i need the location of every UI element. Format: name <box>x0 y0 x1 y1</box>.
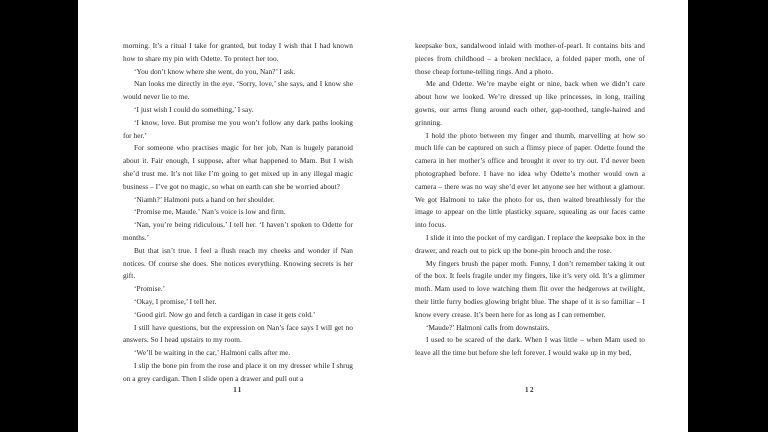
left-page-number: 11 <box>233 386 243 394</box>
paragraph: But that isn’t true. I feel a flush reach my cheeks and wonder if Nan notices. Of course she does. She notices everything. Knowing secrets is her gift. <box>123 245 353 281</box>
right-page-number: 12 <box>525 386 535 394</box>
left-page-text <box>123 40 353 386</box>
paragraph: I slip the bone pin from the rose and place it on my dresser while I shrug on a grey cardigan. Then I slide open a drawer and pull out a <box>123 360 353 383</box>
paragraph: My fingers brush the paper moth. Funny, I don’t remember taking it out of the box. It feels fragile under my fingers, like it’s very old. It’s a glimmer moth. Mam used to love watching them flit over the hedgerows at twilight, their little furry bodies glowing bright blue. The shape of it is so familiar – I know every crease. It’s been here for as long as I can remember. <box>415 258 645 319</box>
paragraph: ‘Promise.’ <box>134 284 166 294</box>
paragraph: I slide it into the pocket of my cardigan. I replace the keepsake box in the drawer, and reach out to pick up the bone-pin brooch and the rose. <box>415 232 645 255</box>
paragraph: ‘You don’t know where she went, do you, Nan?’ I ask. <box>134 66 296 76</box>
paragraph: I still have questions, but the expression on Nan’s face says I will get no answers. So I head upstairs to my room. <box>123 322 353 345</box>
right-page-text <box>415 40 645 360</box>
paragraph: ‘Maude?’ Halmoni calls from downstairs. <box>426 322 550 332</box>
paragraph: For someone who practises magic for her job, Nan is hugely paranoid about it. Fair enough, I suppose, after what happened to Mam. But I wish she’d trust me. It’s not like I’m going to get mixed up in any illegal magic business – I’ve got no magic, so what on earth can she be worried about? <box>123 143 353 191</box>
paragraph: ‘Promise me, Maude.’ Nan’s voice is low and firm. <box>134 207 286 217</box>
paragraph: I used to be scared of the dark. When I was little – when Mam used to leave all the time but before she left forever. I would wake up in my bed, <box>415 335 645 358</box>
paragraph: ‘Good girl. Now go and fetch a cardigan in case it gets cold.’ <box>134 309 316 319</box>
paragraph: ‘We’ll be waiting in the car,’ Halmoni calls after me. <box>134 348 291 358</box>
book-spread <box>78 0 688 432</box>
paragraph: I hold the photo between my finger and thumb, marvelling at how so much life can be captured on such a flimsy piece of paper. Odette found the camera in her mother’s office and brought it over to try out. I’d never been photographed before. I have no idea why Odette’s mother would own a camera – there was no way she’d ever let anyone see her without a glamour. We got Halmoni to take the photo for us, then waited breathlessly for the image to appear on the little plasticky square, squealing as our faces came into focus. <box>415 130 645 230</box>
paragraph: morning. It’s a ritual I take for granted, but today I wish that I had known how to share my pin with Odette. To protect her too. <box>123 41 353 63</box>
paragraph: ‘I know, love. But promise me you won’t follow any dark paths looking for her.’ <box>123 117 353 140</box>
paragraph: ‘I just wish I could do something,’ I say. <box>134 104 254 114</box>
paragraph: ‘Niamh?’ Halmoni puts a hand on her shoulder. <box>134 194 275 204</box>
paragraph: ‘Nan, you’re being ridiculous,’ I tell her. ‘I haven’t spoken to Odette for months.’ <box>123 220 353 242</box>
paragraph: keepsake box, sandalwood inlaid with mother-of-pearl. It contains bits and pieces from childhood – a broken necklace, a folded paper moth, one of those cheap fortune-telling rings. And a photo. <box>415 41 645 76</box>
paragraph: Me and Odette. We’re maybe eight or nine, back when we didn’t care about how we looked. We’re dressed up like princesses, in long, trailing gowns, our arms flung around each other, gap-toothed, tangle-haired and grinning. <box>415 79 645 127</box>
paragraph: ‘Okay, I promise,’ I tell her. <box>134 296 217 306</box>
paragraph: Nan looks me directly in the eye. ‘Sorry, love,’ she says, and I know she would never lie to me. <box>123 79 353 102</box>
